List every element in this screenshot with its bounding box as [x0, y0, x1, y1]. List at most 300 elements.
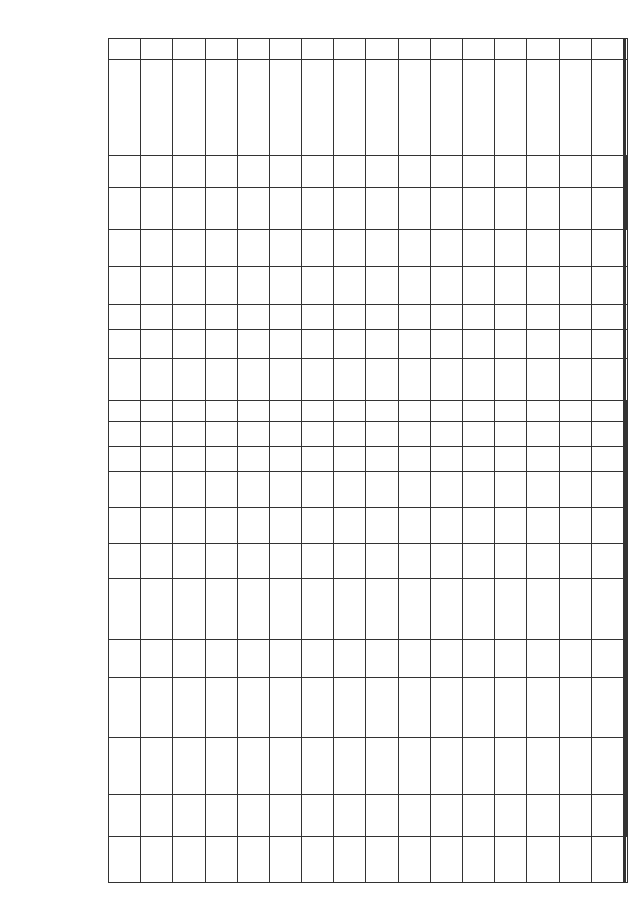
- cost-local-cell: [334, 738, 366, 795]
- residents-planned-cell: [527, 330, 559, 359]
- rooms-private-cell: [141, 422, 173, 447]
- address-cell: [366, 59, 398, 155]
- header-cost-local: [626, 738, 627, 795]
- address-cell: [237, 59, 269, 155]
- table-row: [527, 39, 559, 883]
- doc-number-cell: [109, 156, 141, 187]
- extra-cell: [173, 836, 205, 882]
- extra-cell: [366, 836, 398, 882]
- extra-cell: [109, 836, 141, 882]
- planned-demolition-cell: [495, 267, 527, 305]
- area-total-cell: [237, 472, 269, 508]
- cost-local-cell: [527, 738, 559, 795]
- planned-demolition-cell: [398, 267, 430, 305]
- col-number: [624, 422, 625, 447]
- total-area-cell: [205, 359, 237, 401]
- header-doc-group: [627, 156, 628, 229]
- address-cell: [463, 59, 495, 155]
- unit-cell: [625, 508, 626, 544]
- planned-demolition-cell: [141, 267, 173, 305]
- cost-in-that-cell: [559, 794, 591, 836]
- residents-planned-cell: [141, 330, 173, 359]
- cost-local-cell: [269, 738, 301, 795]
- planned-demolition-cell: [463, 267, 495, 305]
- residents-planned-cell: [334, 330, 366, 359]
- cost-regional-cell: [205, 677, 237, 738]
- header-residents: [626, 304, 628, 329]
- rooms-private-cell: [205, 422, 237, 447]
- planned-demolition-cell: [527, 267, 559, 305]
- doc-date-cell: [559, 187, 591, 229]
- planned-demolition-cell: [237, 267, 269, 305]
- area-municipal-cell: [269, 543, 301, 579]
- doc-number-cell: [302, 156, 334, 187]
- header-rooms-count: [627, 401, 628, 472]
- table-row: [237, 39, 269, 883]
- rooms-count-cell: [559, 401, 591, 422]
- unit-cell: [625, 187, 626, 229]
- resettlement-table: [108, 38, 628, 883]
- header-doc-number: [626, 156, 627, 187]
- header-cost-group: [627, 579, 628, 837]
- extra-cell: [591, 836, 623, 882]
- table-row: [463, 39, 495, 883]
- cost-in-that-cell: [302, 794, 334, 836]
- rooms-municipal-cell: [430, 447, 462, 472]
- rooms-count-cell: [366, 401, 398, 422]
- cost-total-cell: [237, 579, 269, 640]
- address-cell: [173, 59, 205, 155]
- planned-demolition-cell: [269, 267, 301, 305]
- area-municipal-cell: [366, 543, 398, 579]
- cost-regional-cell: [302, 677, 334, 738]
- cost-total-cell: [527, 579, 559, 640]
- planned-resettlement-cell: [495, 229, 527, 267]
- area-municipal-cell: [463, 543, 495, 579]
- table-row: [366, 39, 398, 883]
- area-total-cell: [205, 472, 237, 508]
- cost-in-that-cell: [591, 794, 623, 836]
- total-area-cell: [173, 359, 205, 401]
- planned-resettlement-cell: [527, 229, 559, 267]
- area-municipal-cell: [302, 543, 334, 579]
- rooms-count-cell: [237, 401, 269, 422]
- cost-regional-cell: [141, 677, 173, 738]
- doc-date-cell: [237, 187, 269, 229]
- header-residents-planned: [626, 330, 628, 359]
- unit-cell: [625, 836, 626, 882]
- address-cell: [559, 59, 591, 155]
- doc-number-cell: [495, 156, 527, 187]
- cost-local-cell: [559, 738, 591, 795]
- area-total-cell: [334, 472, 366, 508]
- rooms-private-cell: [398, 422, 430, 447]
- planned-resettlement-cell: [302, 229, 334, 267]
- address-cell: [495, 59, 527, 155]
- header-cost-fund: [626, 639, 627, 677]
- extra-cell: [269, 836, 301, 882]
- rooms-count-cell: [463, 401, 495, 422]
- row-number: [366, 39, 398, 60]
- col-number: [624, 330, 625, 359]
- address-cell: [302, 59, 334, 155]
- residents-planned-cell: [463, 330, 495, 359]
- rooms-private-cell: [366, 422, 398, 447]
- table-row: [109, 39, 141, 883]
- area-total-cell: [302, 472, 334, 508]
- col-number: [624, 59, 625, 155]
- doc-number-cell: [463, 156, 495, 187]
- row-number: [527, 39, 559, 60]
- rooms-private-cell: [430, 422, 462, 447]
- row-number: [495, 39, 527, 60]
- cost-fund-cell: [366, 639, 398, 677]
- doc-date-cell: [430, 187, 462, 229]
- rooms-municipal-cell: [302, 447, 334, 472]
- area-municipal-cell: [430, 543, 462, 579]
- rooms-municipal-cell: [109, 447, 141, 472]
- cost-regional-cell: [398, 677, 430, 738]
- residents-planned-cell: [591, 330, 623, 359]
- cost-fund-cell: [173, 639, 205, 677]
- rooms-count-cell: [109, 401, 141, 422]
- residents-cell: [366, 304, 398, 329]
- address-cell: [269, 59, 301, 155]
- cost-local-cell: [366, 738, 398, 795]
- doc-date-cell: [398, 187, 430, 229]
- header-count-private: [626, 422, 627, 447]
- area-total-cell: [398, 472, 430, 508]
- area-municipal-cell: [495, 543, 527, 579]
- area-municipal-cell: [205, 543, 237, 579]
- address-cell: [334, 59, 366, 155]
- cost-fund-cell: [205, 639, 237, 677]
- rooms-municipal-cell: [398, 447, 430, 472]
- rooms-municipal-cell: [527, 447, 559, 472]
- cost-total-cell: [366, 579, 398, 640]
- area-total-cell: [269, 472, 301, 508]
- header-cost-total: [626, 579, 627, 640]
- cost-fund-cell: [109, 639, 141, 677]
- rooms-count-cell: [398, 401, 430, 422]
- total-area-cell: [237, 359, 269, 401]
- residents-cell: [205, 304, 237, 329]
- doc-date-cell: [269, 187, 301, 229]
- area-private-cell: [302, 508, 334, 544]
- extra-cell: [495, 836, 527, 882]
- cost-regional-cell: [269, 677, 301, 738]
- area-private-cell: [591, 508, 623, 544]
- cost-total-cell: [559, 579, 591, 640]
- cost-in-that-cell: [334, 794, 366, 836]
- residents-cell: [398, 304, 430, 329]
- col-number: [624, 677, 625, 738]
- residents-planned-cell: [430, 330, 462, 359]
- residents-cell: [527, 304, 559, 329]
- address-cell: [109, 59, 141, 155]
- col-number: [624, 738, 625, 795]
- table-row: [269, 39, 301, 883]
- cost-regional-cell: [591, 677, 623, 738]
- col-number: [624, 401, 625, 422]
- rooms-municipal-cell: [269, 447, 301, 472]
- total-area-cell: [398, 359, 430, 401]
- doc-number-cell: [334, 156, 366, 187]
- planned-resettlement-cell: [173, 229, 205, 267]
- total-area-cell: [269, 359, 301, 401]
- cost-fund-cell: [495, 639, 527, 677]
- planned-resettlement-cell: [366, 229, 398, 267]
- unit-cell: [625, 401, 626, 422]
- doc-date-cell: [366, 187, 398, 229]
- row-number: [334, 39, 366, 60]
- header-count-municipal: [626, 447, 627, 472]
- address-cell: [141, 59, 173, 155]
- header-total-area: [626, 359, 628, 401]
- residents-planned-cell: [237, 330, 269, 359]
- cost-local-cell: [302, 738, 334, 795]
- unit-cell: [625, 447, 626, 472]
- row-number: [109, 39, 141, 60]
- area-total-cell: [463, 472, 495, 508]
- doc-number-cell: [591, 156, 623, 187]
- planned-resettlement-cell: [430, 229, 462, 267]
- col-number: [624, 187, 625, 229]
- cost-fund-cell: [559, 639, 591, 677]
- unit-cell: [625, 229, 626, 267]
- doc-number-cell: [141, 156, 173, 187]
- cost-fund-cell: [591, 639, 623, 677]
- col-number: [624, 579, 625, 640]
- planned-resettlement-cell: [463, 229, 495, 267]
- row-number: [430, 39, 462, 60]
- area-private-cell: [366, 508, 398, 544]
- rooms-private-cell: [237, 422, 269, 447]
- header-rooms-area: [627, 472, 628, 579]
- rooms-municipal-cell: [591, 447, 623, 472]
- doc-date-cell: [334, 187, 366, 229]
- area-total-cell: [141, 472, 173, 508]
- col-number: [624, 304, 625, 329]
- unit-cell: [625, 543, 626, 579]
- rooms-private-cell: [495, 422, 527, 447]
- row-number: [237, 39, 269, 60]
- total-area-cell: [495, 359, 527, 401]
- cost-in-that-cell: [430, 794, 462, 836]
- cost-total-cell: [334, 579, 366, 640]
- residents-planned-cell: [559, 330, 591, 359]
- total-area-cell: [463, 359, 495, 401]
- extra-cell: [398, 836, 430, 882]
- cost-fund-cell: [527, 639, 559, 677]
- rooms-municipal-cell: [205, 447, 237, 472]
- area-private-cell: [269, 508, 301, 544]
- table-row: [302, 39, 334, 883]
- address-cell: [591, 59, 623, 155]
- doc-number-cell: [237, 156, 269, 187]
- cost-in-that-cell: [141, 794, 173, 836]
- table-row: [398, 39, 430, 883]
- cost-regional-cell: [173, 677, 205, 738]
- extra-cell: [334, 836, 366, 882]
- cost-in-that-cell: [366, 794, 398, 836]
- area-municipal-cell: [527, 543, 559, 579]
- rooms-count-cell: [269, 401, 301, 422]
- unit-cell: [625, 639, 626, 677]
- row-number: [269, 39, 301, 60]
- cost-total-cell: [141, 579, 173, 640]
- col-number: [624, 447, 625, 472]
- cost-regional-cell: [430, 677, 462, 738]
- col-number: [624, 39, 625, 60]
- address-cell: [527, 59, 559, 155]
- total-area-cell: [366, 359, 398, 401]
- table-row: [173, 39, 205, 883]
- residents-cell: [591, 304, 623, 329]
- planned-demolition-cell: [109, 267, 141, 305]
- extra-cell: [527, 836, 559, 882]
- cost-regional-cell: [366, 677, 398, 738]
- extra-cell: [141, 836, 173, 882]
- area-private-cell: [430, 508, 462, 544]
- cost-fund-cell: [269, 639, 301, 677]
- header-address: [626, 59, 628, 155]
- residents-planned-cell: [205, 330, 237, 359]
- rooms-municipal-cell: [366, 447, 398, 472]
- rooms-municipal-cell: [495, 447, 527, 472]
- header-count-total: [626, 401, 627, 422]
- doc-number-cell: [173, 156, 205, 187]
- unit-cell: [625, 738, 626, 795]
- row-number: [463, 39, 495, 60]
- table-row: [591, 39, 623, 883]
- total-area-cell: [430, 359, 462, 401]
- planned-demolition-cell: [334, 267, 366, 305]
- cost-fund-cell: [430, 639, 462, 677]
- row-number: [302, 39, 334, 60]
- planned-demolition-cell: [205, 267, 237, 305]
- area-total-cell: [591, 472, 623, 508]
- rooms-municipal-cell: [173, 447, 205, 472]
- cost-in-that-cell: [109, 794, 141, 836]
- residents-cell: [173, 304, 205, 329]
- doc-number-cell: [366, 156, 398, 187]
- row-number: [398, 39, 430, 60]
- doc-date-cell: [495, 187, 527, 229]
- residents-planned-cell: [366, 330, 398, 359]
- rooms-count-cell: [430, 401, 462, 422]
- cost-fund-cell: [141, 639, 173, 677]
- area-private-cell: [527, 508, 559, 544]
- header-doc-date: [626, 187, 627, 229]
- cost-total-cell: [173, 579, 205, 640]
- unit-cell: [625, 677, 626, 738]
- col-number: [624, 794, 625, 836]
- rooms-private-cell: [591, 422, 623, 447]
- cost-fund-cell: [237, 639, 269, 677]
- total-area-cell: [591, 359, 623, 401]
- total-area-cell: [302, 359, 334, 401]
- area-total-cell: [109, 472, 141, 508]
- header-area-private: [626, 508, 627, 544]
- doc-number-cell: [559, 156, 591, 187]
- rooms-private-cell: [527, 422, 559, 447]
- extra-cell: [205, 836, 237, 882]
- table-row: [205, 39, 237, 883]
- residents-cell: [269, 304, 301, 329]
- unit-cell: [625, 267, 626, 305]
- doc-date-cell: [591, 187, 623, 229]
- planned-resettlement-cell: [237, 229, 269, 267]
- extra-cell: [237, 836, 269, 882]
- cost-fund-cell: [334, 639, 366, 677]
- col-number: [624, 472, 625, 508]
- cost-total-cell: [463, 579, 495, 640]
- doc-number-cell: [430, 156, 462, 187]
- cost-in-that-cell: [205, 794, 237, 836]
- residents-cell: [463, 304, 495, 329]
- planned-demolition-cell: [591, 267, 623, 305]
- cost-local-cell: [109, 738, 141, 795]
- residents-cell: [430, 304, 462, 329]
- cost-fund-cell: [463, 639, 495, 677]
- header-cost-in-that: [626, 794, 627, 836]
- planned-demolition-cell: [430, 267, 462, 305]
- doc-number-cell: [527, 156, 559, 187]
- total-area-cell: [141, 359, 173, 401]
- area-private-cell: [334, 508, 366, 544]
- col-number: [624, 639, 625, 677]
- residents-cell: [334, 304, 366, 329]
- planned-resettlement-cell: [334, 229, 366, 267]
- rooms-municipal-cell: [237, 447, 269, 472]
- residents-planned-cell: [269, 330, 301, 359]
- cost-local-cell: [398, 738, 430, 795]
- cost-regional-cell: [334, 677, 366, 738]
- rooms-count-cell: [205, 401, 237, 422]
- cost-in-that-cell: [527, 794, 559, 836]
- planned-resettlement-cell: [141, 229, 173, 267]
- rooms-count-cell: [334, 401, 366, 422]
- cost-regional-cell: [237, 677, 269, 738]
- address-cell: [205, 59, 237, 155]
- header-area-municipal: [626, 543, 627, 579]
- col-number: [624, 267, 625, 305]
- cost-in-that-cell: [269, 794, 301, 836]
- area-private-cell: [463, 508, 495, 544]
- area-municipal-cell: [591, 543, 623, 579]
- planned-resettlement-cell: [269, 229, 301, 267]
- rooms-private-cell: [269, 422, 301, 447]
- col-number: [624, 508, 625, 544]
- header-cost-regional: [626, 677, 627, 738]
- unit-cell: [625, 39, 626, 60]
- residents-cell: [237, 304, 269, 329]
- area-private-cell: [237, 508, 269, 544]
- unit-cell: [625, 304, 626, 329]
- row-number: [559, 39, 591, 60]
- total-area-cell: [334, 359, 366, 401]
- planned-resettlement-cell: [559, 229, 591, 267]
- residents-planned-cell: [302, 330, 334, 359]
- total-area-cell: [559, 359, 591, 401]
- area-total-cell: [527, 472, 559, 508]
- col-number: [624, 836, 625, 882]
- table-row: [430, 39, 462, 883]
- planned-demolition-cell: [366, 267, 398, 305]
- rooms-count-cell: [527, 401, 559, 422]
- cost-local-cell: [591, 738, 623, 795]
